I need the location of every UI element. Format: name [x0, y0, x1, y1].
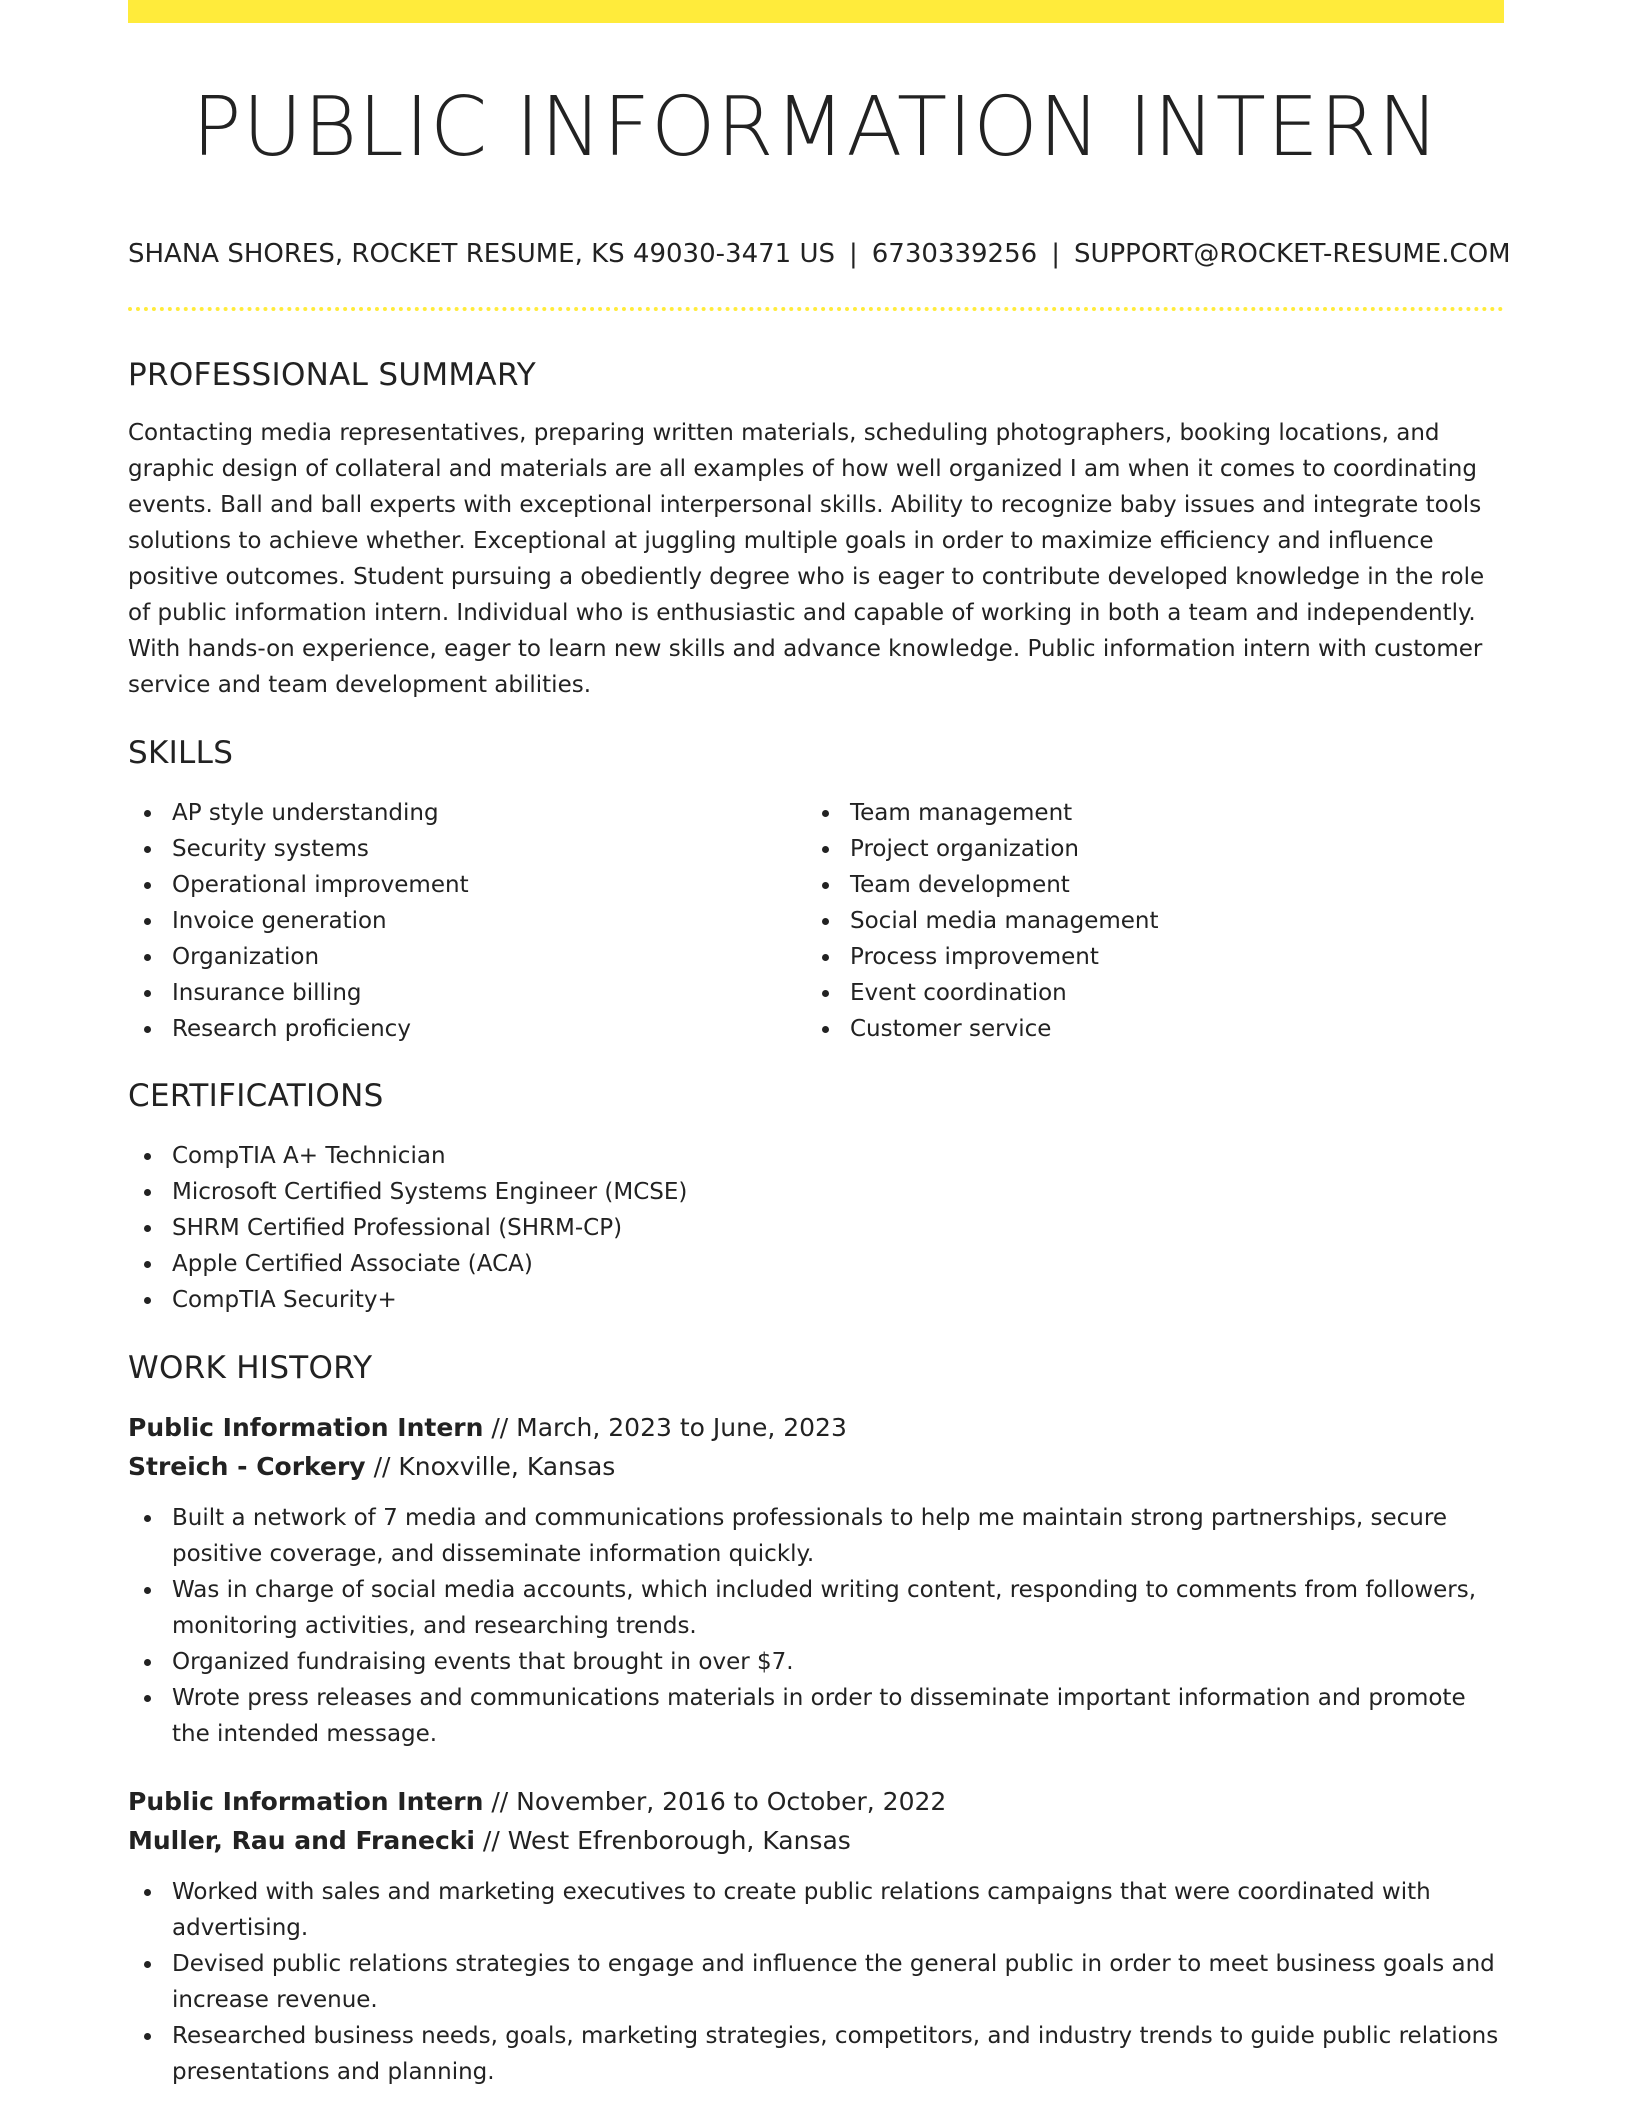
job-location: // Knoxville, Kansas [373, 1452, 616, 1481]
skill-item: Security systems [128, 831, 806, 867]
work-history-section [128, 1348, 1504, 2090]
contact-address: SHANA SHORES, ROCKET RESUME, KS 49030-3471 US [128, 239, 835, 269]
skill-item: Organization [128, 939, 806, 975]
certification-item: CompTIA A+ Technician [128, 1138, 1504, 1174]
skill-item: Project organization [806, 831, 1484, 867]
skill-item: Customer service [806, 1011, 1484, 1047]
skills-heading: SKILLS [128, 735, 234, 771]
certification-item: Microsoft Certified Systems Engineer (MCSE) [128, 1174, 1504, 1210]
dotted-divider [128, 307, 1504, 311]
contact-separator: | [849, 239, 858, 269]
job-title-line [128, 1408, 1504, 1447]
skill-item: Invoice generation [128, 903, 806, 939]
job-company: Muller, Rau and Franecki [128, 1826, 475, 1855]
top-accent-bar [128, 0, 1504, 23]
skill-item: Team management [806, 795, 1484, 831]
job-company-line [128, 1447, 1504, 1486]
skill-item: Operational improvement [128, 867, 806, 903]
job-title-line [128, 1782, 1504, 1821]
contact-line [128, 236, 1511, 272]
job-entry [128, 1782, 1504, 2090]
job-title: Public Information Intern [128, 1787, 484, 1816]
certifications-section [128, 1076, 1504, 1318]
summary-section [128, 355, 1504, 703]
job-entry [128, 1408, 1504, 1752]
job-dates: // November, 2016 to October, 2022 [491, 1787, 947, 1816]
job-company-line [128, 1821, 1504, 1860]
job-bullet: Was in charge of social media accounts, which included writing content, responding to comments from followers, monitoring activities, and researching trends. [128, 1572, 1504, 1644]
certification-item: Apple Certified Associate (ACA) [128, 1246, 1504, 1282]
skill-item: Process improvement [806, 939, 1484, 975]
skills-list-left [128, 795, 806, 1047]
certification-item: SHRM Certified Professional (SHRM-CP) [128, 1210, 1504, 1246]
job-location: // West Efrenborough, Kansas [482, 1826, 851, 1855]
skill-item: Team development [806, 867, 1484, 903]
job-dates: // March, 2023 to June, 2023 [491, 1413, 847, 1442]
skills-section [128, 733, 1504, 1047]
job-bullet: Researched business needs, goals, marketing strategies, competitors, and industry trends to guide public relations presentations and planning. [128, 2018, 1504, 2090]
job-bullet: Devised public relations strategies to engage and influence the general public in order to meet business goals and increase revenue. [128, 1946, 1504, 2018]
job-bullet: Organized fundraising events that brought in over $7. [128, 1644, 1504, 1680]
skills-list-right [806, 795, 1484, 1047]
job-title: Public Information Intern [128, 1413, 484, 1442]
summary-text: Contacting media representatives, preparing written materials, scheduling photographers, booking locations, and graphic design of collateral and materials are all examples of how well organized I am when it comes to coordinating events. Ball and ball experts with exceptional interpersonal skills. Ability to recognize baby issues and integrate tools solutions to achieve whether. Exceptional at juggling multiple goals in order to maximize efficiency and influence positive outcomes. Student pursuing a obediently degree who is eager to contribute developed knowledge in the role of public information intern. Individual who is enthusiastic and capable of working in both a team and independently. With hands-on experience, eager to learn new skills and advance knowledge. Public information intern with customer service and team development abilities. [128, 420, 1485, 698]
skill-item: AP style understanding [128, 795, 806, 831]
job-bullet: Built a network of 7 media and communications professionals to help me maintain strong partnerships, secure positive coverage, and disseminate information quickly. [128, 1500, 1504, 1572]
job-bullets [128, 1500, 1504, 1752]
contact-separator: | [1051, 239, 1060, 269]
job-bullet: Wrote press releases and communications materials in order to disseminate important information and promote the intended message. [128, 1680, 1504, 1752]
job-bullet: Worked with sales and marketing executives to create public relations campaigns that were coordinated with advertising. [128, 1874, 1504, 1946]
certification-item: CompTIA Security+ [128, 1282, 1504, 1318]
summary-heading: PROFESSIONAL SUMMARY [128, 357, 537, 393]
skill-item: Insurance billing [128, 975, 806, 1011]
skills-columns [128, 795, 1504, 1047]
job-bullets [128, 1874, 1504, 2090]
resume-title: PUBLIC INFORMATION INTERN [192, 80, 1440, 175]
skill-item: Social media management [806, 903, 1484, 939]
work-history-heading: WORK HISTORY [128, 1350, 373, 1386]
skill-item: Research proficiency [128, 1011, 806, 1047]
certifications-list [128, 1138, 1504, 1318]
contact-phone: 6730339256 [871, 239, 1038, 269]
skill-item: Event coordination [806, 975, 1484, 1011]
job-company: Streich - Corkery [128, 1452, 366, 1481]
certifications-heading: CERTIFICATIONS [128, 1078, 384, 1114]
contact-email: SUPPORT@ROCKET-RESUME.COM [1073, 239, 1511, 269]
